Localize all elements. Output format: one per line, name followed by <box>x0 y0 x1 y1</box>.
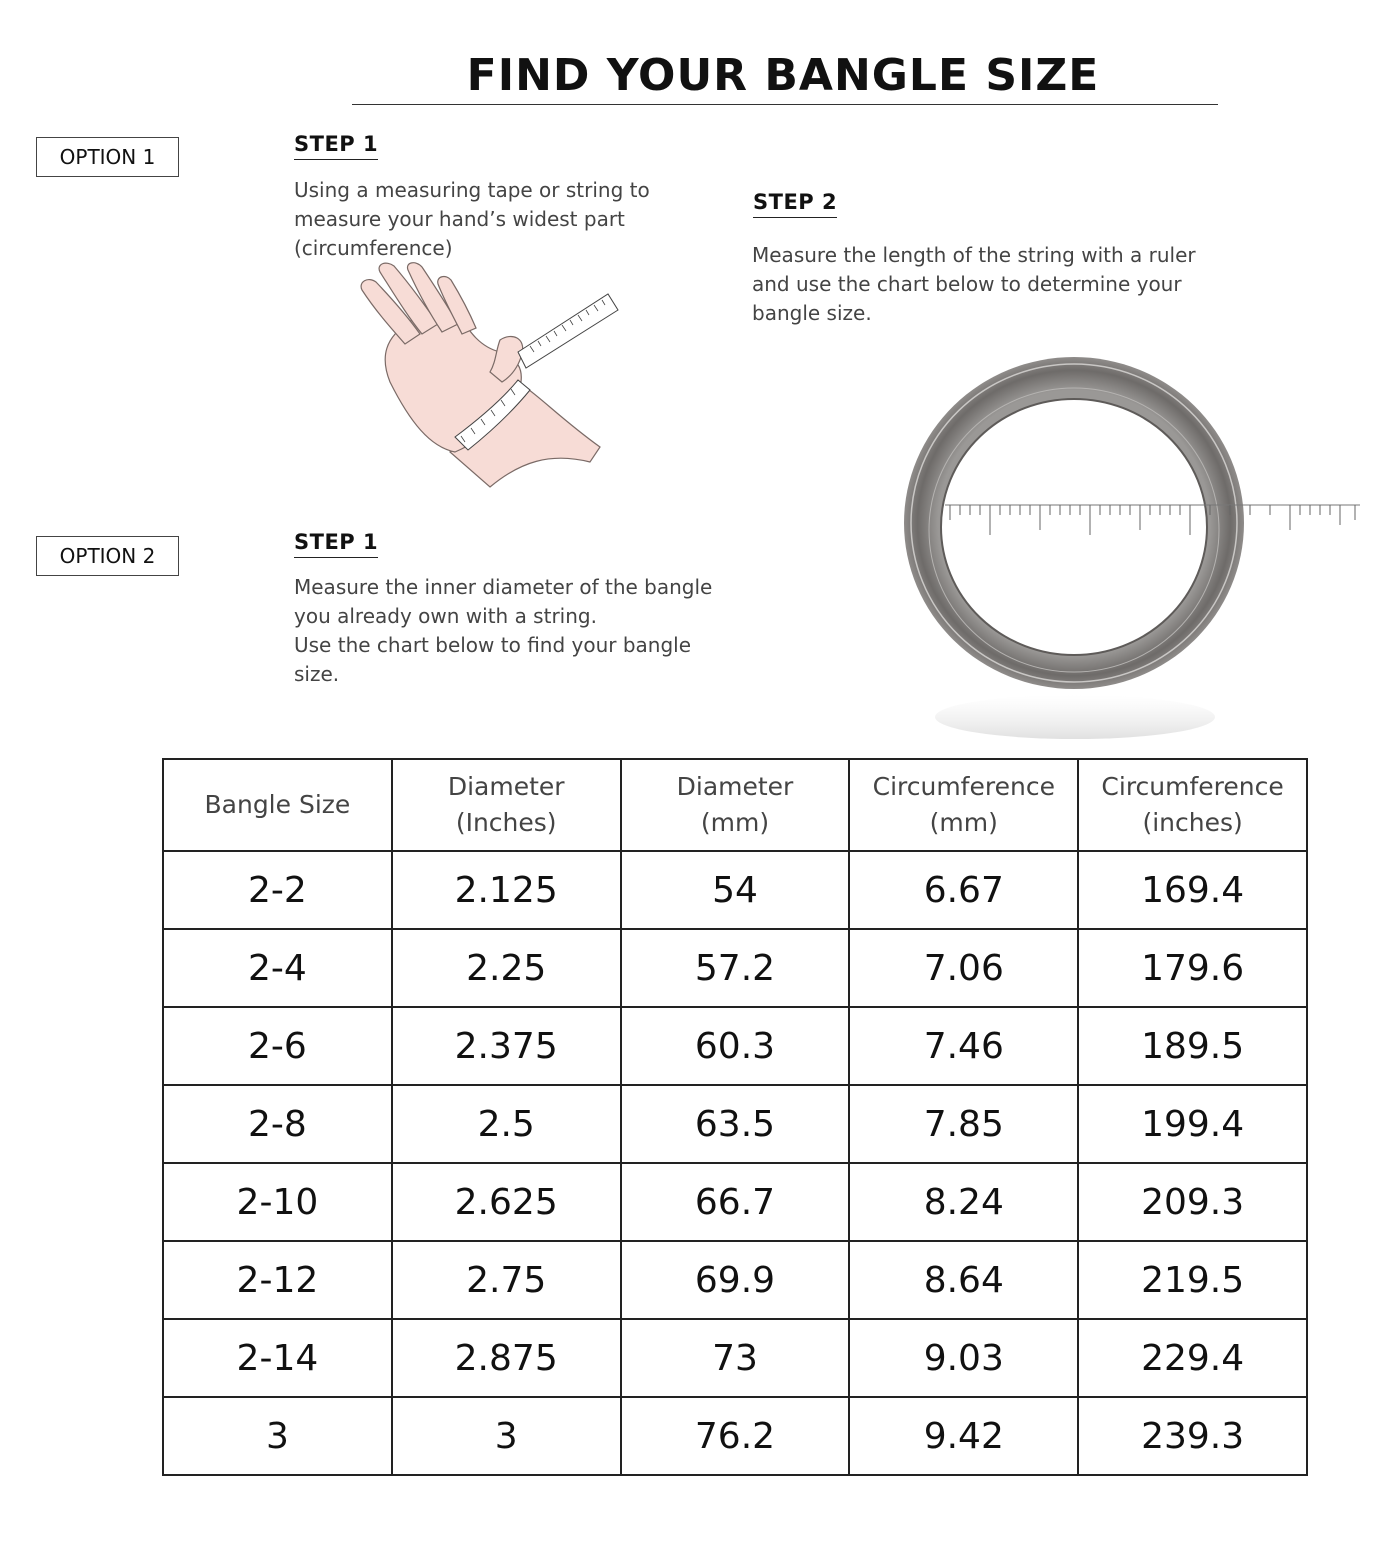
header-line: (inches) <box>1142 808 1243 837</box>
header-line: (mm) <box>700 808 770 837</box>
header-line: Diameter <box>447 772 565 801</box>
table-row <box>163 1007 1307 1085</box>
cell-bangle-size: 2-14 <box>163 1319 392 1397</box>
cell-circumference-mm: 7.46 <box>849 1007 1078 1085</box>
cell-circumference-mm: 6.67 <box>849 851 1078 929</box>
cell-bangle-size: 2-4 <box>163 929 392 1007</box>
text-line: bangle size. <box>752 301 872 325</box>
cell-diameter-inches: 2.375 <box>392 1007 621 1085</box>
text-line: Use the chart below to find your bangle <box>294 633 692 657</box>
table-row <box>163 1319 1307 1397</box>
cell-diameter-mm: 69.9 <box>621 1241 850 1319</box>
cell-circumference-inches: 169.4 <box>1078 851 1307 929</box>
cell-diameter-mm: 73 <box>621 1319 850 1397</box>
cell-circumference-mm: 8.64 <box>849 1241 1078 1319</box>
cell-circumference-mm: 9.03 <box>849 1319 1078 1397</box>
cell-bangle-size: 2-10 <box>163 1163 392 1241</box>
option-2-step-1-heading: STEP 1 <box>294 530 378 558</box>
option-2-label: OPTION 2 <box>36 536 179 576</box>
text-line: Measure the inner diameter of the bangle <box>294 575 713 599</box>
option-2-step-1-text <box>294 573 744 689</box>
cell-diameter-inches: 3 <box>392 1397 621 1475</box>
header-line: Circumference <box>872 772 1055 801</box>
cell-diameter-inches: 2.5 <box>392 1085 621 1163</box>
cell-diameter-mm: 76.2 <box>621 1397 850 1475</box>
cell-circumference-mm: 9.42 <box>849 1397 1078 1475</box>
cell-circumference-inches: 179.6 <box>1078 929 1307 1007</box>
option-1-step-2-text <box>752 241 1272 328</box>
table-row <box>163 851 1307 929</box>
cell-diameter-mm: 66.7 <box>621 1163 850 1241</box>
cell-diameter-mm: 54 <box>621 851 850 929</box>
cell-circumference-inches: 209.3 <box>1078 1163 1307 1241</box>
cell-circumference-inches: 239.3 <box>1078 1397 1307 1475</box>
text-line: you already own with a string. <box>294 604 597 628</box>
header-line: Bangle Size <box>204 790 351 819</box>
header-circumference-inches <box>1078 759 1307 851</box>
header-line: (mm) <box>929 808 998 837</box>
table-row <box>163 1085 1307 1163</box>
cell-circumference-inches: 229.4 <box>1078 1319 1307 1397</box>
header-circumference-mm <box>849 759 1078 851</box>
text-line: (circumference) <box>294 236 453 260</box>
table-row <box>163 1163 1307 1241</box>
table-header-row <box>163 759 1307 851</box>
text-line: and use the chart below to determine your <box>752 272 1182 296</box>
header-bangle-size <box>163 759 392 851</box>
text-line: Measure the length of the string with a ruler <box>752 243 1196 267</box>
option-1-step-1-heading: STEP 1 <box>294 132 378 160</box>
title-divider <box>352 104 1218 105</box>
header-line: Diameter <box>676 772 794 801</box>
cell-circumference-mm: 8.24 <box>849 1163 1078 1241</box>
cell-diameter-inches: 2.625 <box>392 1163 621 1241</box>
table-row <box>163 929 1307 1007</box>
cell-circumference-inches: 199.4 <box>1078 1085 1307 1163</box>
option-1-label: OPTION 1 <box>36 137 179 177</box>
header-line: Circumference <box>1101 772 1284 801</box>
table-row <box>163 1241 1307 1319</box>
text-line: measure your hand’s widest part <box>294 207 625 231</box>
cell-diameter-inches: 2.875 <box>392 1319 621 1397</box>
header-diameter-inches <box>392 759 621 851</box>
cell-circumference-mm: 7.06 <box>849 929 1078 1007</box>
hand-measuring-tape-illustration <box>350 262 620 497</box>
cell-diameter-mm: 57.2 <box>621 929 850 1007</box>
bangle-with-ruler-photo <box>890 345 1360 745</box>
table-row <box>163 1397 1307 1475</box>
text-line: Using a measuring tape or string to <box>294 178 650 202</box>
text-line: size. <box>294 662 340 686</box>
option-1-step-2-heading: STEP 2 <box>753 190 837 218</box>
header-line: (Inches) <box>455 808 557 837</box>
page-title: FIND YOUR BANGLE SIZE <box>466 50 1100 101</box>
bangle-size-chart <box>162 758 1308 1476</box>
cell-bangle-size: 3 <box>163 1397 392 1475</box>
option-1-step-1-text <box>294 176 714 263</box>
cell-diameter-mm: 60.3 <box>621 1007 850 1085</box>
cell-diameter-inches: 2.75 <box>392 1241 621 1319</box>
header-diameter-mm <box>621 759 850 851</box>
cell-bangle-size: 2-6 <box>163 1007 392 1085</box>
cell-diameter-inches: 2.125 <box>392 851 621 929</box>
cell-bangle-size: 2-12 <box>163 1241 392 1319</box>
cell-diameter-inches: 2.25 <box>392 929 621 1007</box>
cell-circumference-inches: 189.5 <box>1078 1007 1307 1085</box>
cell-bangle-size: 2-8 <box>163 1085 392 1163</box>
cell-bangle-size: 2-2 <box>163 851 392 929</box>
cell-circumference-mm: 7.85 <box>849 1085 1078 1163</box>
cell-circumference-inches: 219.5 <box>1078 1241 1307 1319</box>
cell-diameter-mm: 63.5 <box>621 1085 850 1163</box>
